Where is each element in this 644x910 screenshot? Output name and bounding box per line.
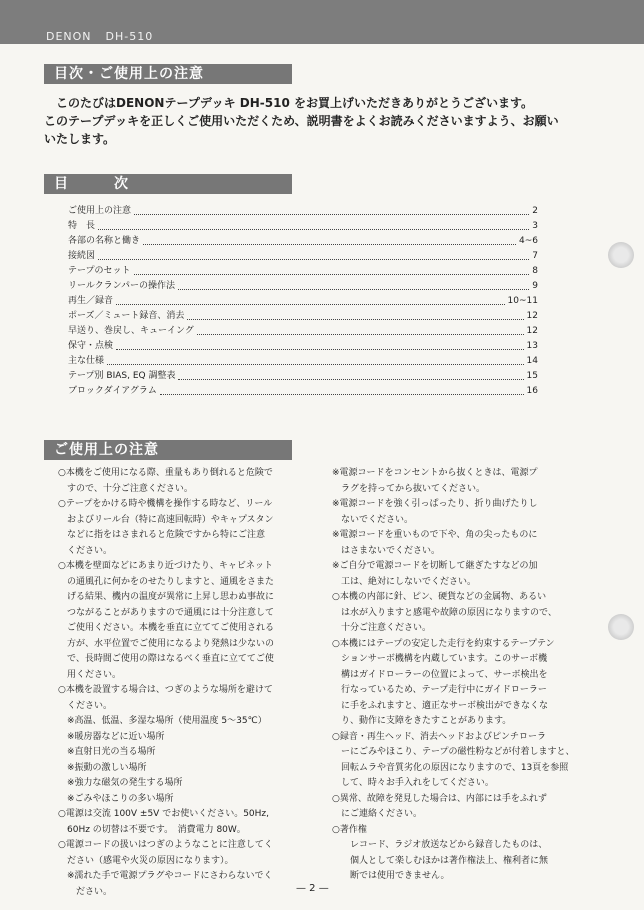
toc-entry — [68, 234, 538, 249]
toc-leader — [143, 234, 516, 245]
caution-line: げる結果、機内の温度が異常に上昇し思わぬ事故に — [58, 592, 275, 602]
caution-line: ○録音・再生ヘッド、消去ヘッドおよびピンチローラ — [332, 731, 547, 742]
toc-entry-page: 10~11 — [507, 296, 538, 306]
caution-line: およびリール台（特に高速回転時）やキャプスタン — [58, 514, 274, 525]
caution-line: 用ください。 — [58, 669, 122, 680]
caution-line: ○電源は交流 100V ±5V でお使いください。50Hz, — [58, 809, 269, 819]
toc-entry-page: 16 — [526, 386, 538, 396]
section-heading-toc: 目 次 — [44, 174, 292, 194]
toc-entry-title: リールクランパーの操作法 — [68, 281, 176, 291]
table-of-contents — [68, 204, 538, 399]
toc-entry-title: ポーズ／ミュート録音、消去 — [68, 311, 185, 321]
toc-entry-title: ブロックダイアグラム — [68, 386, 157, 396]
caution-line: レコード、ラジオ放送などから録音したものは、 — [332, 840, 548, 850]
toc-entry-title: 各部の名称と働き — [68, 236, 141, 246]
caution-line: ○本機の内部に針、ピン、硬貨などの金属物、あるい — [332, 592, 547, 602]
caution-line: ※振動の激しい場所 — [58, 762, 147, 773]
toc-entry-page: 8 — [532, 266, 538, 276]
brand-name: DENON — [46, 30, 92, 43]
toc-entry-page: 7 — [532, 251, 538, 261]
caution-line: 断では使用できません。 — [332, 871, 450, 881]
caution-column-right — [332, 466, 588, 885]
toc-entry-page: 2 — [532, 206, 538, 216]
toc-entry — [68, 354, 538, 369]
intro-text — [44, 94, 584, 148]
toc-entry — [68, 384, 538, 399]
caution-line: ○本機を設置する場合は、つぎのような場所を避けて — [58, 685, 273, 695]
header-brand — [46, 30, 167, 43]
caution-line: などに指をはさまれると危険ですから特にご注意 — [58, 530, 266, 540]
caution-line: り、動作に支障をきたすことがあります。 — [332, 716, 512, 726]
caution-line: ○テープをかける時や機構を操作する時など、リール — [58, 499, 273, 509]
caution-line: 十分ご注意ください。 — [332, 623, 432, 633]
toc-entry — [68, 339, 538, 354]
caution-line: ※電源コードを強く引っぱったり、折り曲げたりし — [332, 499, 538, 509]
toc-entry — [68, 249, 538, 264]
caution-line: ください。 — [58, 545, 113, 556]
caution-line: にご連絡ください。 — [332, 809, 423, 819]
caution-line: 行なっているため、テープ走行中にガイドローラー — [332, 685, 547, 695]
caution-line: ※ご自分で電源コードを切断して継ぎたすなどの加 — [332, 561, 538, 571]
caution-line: ※ごみやほこりの多い場所 — [58, 793, 174, 804]
binding-hole-mark — [608, 614, 634, 640]
caution-line: ださい（感電や火災の原因になります）。 — [58, 855, 234, 866]
caution-line: ※強力な磁気の発生する場所 — [58, 778, 183, 788]
toc-leader — [98, 249, 529, 260]
toc-entry-title: 特 長 — [68, 221, 96, 231]
caution-line: ください。 — [58, 700, 113, 711]
caution-line: ※濡れた手で電源プラグやコードにさわらないでく — [58, 871, 273, 881]
toc-leader — [116, 294, 505, 305]
toc-entry-title: 早送り、巻戻し、キューイング — [68, 326, 194, 336]
toc-entry-page: 3 — [532, 221, 538, 231]
toc-leader — [160, 384, 524, 395]
toc-entry — [68, 324, 538, 339]
caution-line: ださい。 — [58, 886, 113, 897]
toc-entry-page: 15 — [526, 371, 538, 381]
caution-line: ションサーボ機構を内蔵しています。このサーボ機 — [332, 654, 548, 664]
caution-line: 回転ムラや音質劣化の原因になりますので、13頁を参照 — [332, 762, 569, 773]
toc-leader — [197, 324, 524, 335]
caution-line: の通風孔に何かをのせたりしますと、通風をさまた — [58, 576, 275, 587]
caution-line: ○本機にはテープの安定した走行を約束するテープテン — [332, 638, 555, 649]
section-heading-caution: ご使用上の注意 — [44, 440, 292, 460]
caution-line: 工は、絶対にしないでください。 — [332, 576, 477, 587]
toc-entry — [68, 369, 538, 384]
toc-entry-title: 主な仕様 — [68, 356, 105, 366]
toc-entry-title: 再生／録音 — [68, 296, 114, 306]
caution-line: ○著作権 — [332, 824, 367, 835]
caution-line: ご使用ください。本機を垂直に立ててご使用される — [58, 623, 275, 633]
caution-line: に手をふれますと、適正なサーボ検出ができなくな — [332, 700, 549, 711]
caution-line: 60Hz の切替は不要です。 消費電力 80W。 — [58, 824, 246, 835]
caution-line: ○本機を壁面などにあまり近づけたり、キャビネット — [58, 561, 273, 571]
header-bar — [0, 0, 644, 44]
toc-entry-page: 4~6 — [519, 236, 538, 246]
toc-leader — [134, 204, 529, 215]
toc-leader — [107, 354, 524, 365]
caution-line: 方が、水平位置でご使用になるより発熱は少ないの — [58, 638, 275, 649]
toc-entry-title: ご使用上の注意 — [68, 206, 132, 216]
intro-line: このたびはDENONテープデッキ DH-510 をお買上げいただきありがとうございます。 — [56, 96, 534, 110]
caution-line: ※高温、低温、多湿な場所（使用温度 5～35℃） — [58, 716, 267, 726]
toc-leader — [134, 264, 530, 275]
toc-leader — [178, 279, 529, 290]
caution-line: 構はガイドローラーの位置によって、サーボ検出を — [332, 669, 548, 680]
intro-line: いたします。 — [44, 132, 116, 146]
page-number: — 2 — — [296, 883, 329, 894]
caution-line: ラグを持ってから抜いてください。 — [332, 483, 486, 494]
caution-line: して、時々お手入れをしてください。 — [332, 778, 494, 788]
toc-leader — [116, 339, 524, 350]
intro-line: このテープデッキを正しくご使用いただくため、説明書をよくお読みくださいますよう、お願い — [44, 114, 559, 128]
section-heading-intro: 目次・ご使用上の注意 — [44, 64, 292, 84]
caution-column-left — [58, 466, 308, 900]
caution-line: ○本機をご使用になる際、重量もあり倒れると危険で — [58, 468, 273, 478]
toc-entry — [68, 279, 538, 294]
caution-line: はさまないでください。 — [332, 545, 441, 556]
toc-entry — [68, 219, 538, 234]
toc-leader — [178, 369, 523, 380]
toc-entry-page: 12 — [526, 311, 538, 321]
toc-entry-title: 保守・点検 — [68, 341, 114, 351]
model-name: DH-510 — [105, 30, 154, 43]
caution-line: は水が入りますと感電や故障の原因になりますので、 — [332, 607, 557, 618]
toc-leader — [187, 309, 523, 320]
toc-entry-title: テープのセット — [68, 266, 131, 276]
toc-entry — [68, 264, 538, 279]
caution-line: 個人として楽しむほかは著作権法上、権利者に無 — [332, 855, 549, 866]
caution-line: すので、十分ご注意ください。 — [58, 483, 193, 494]
toc-entry — [68, 294, 538, 309]
caution-line: ※直射日光の当る場所 — [58, 747, 156, 757]
toc-entry-page: 9 — [532, 281, 538, 291]
caution-line: ーにごみやほこり、テープの磁性粉などが付着しますと、 — [332, 747, 575, 757]
caution-line: ○異常、故障を発見した場合は、内部には手をふれず — [332, 793, 547, 804]
caution-line: で、長時間ご使用の際はなるべく垂直に立ててご使 — [58, 654, 274, 664]
toc-entry-title: テープ別 BIAS, EQ 調整表 — [68, 371, 176, 381]
binding-hole-mark — [608, 242, 634, 268]
caution-line: ※電源コードをコンセントから抜くときは、電源プ — [332, 468, 538, 478]
caution-line: ないでください。 — [332, 514, 414, 525]
toc-entry-title: 接続図 — [68, 251, 96, 261]
toc-leader — [98, 219, 529, 230]
caution-line: つながることがありますので通風には十分注意して — [58, 607, 275, 618]
toc-entry — [68, 204, 538, 219]
toc-entry-page: 14 — [526, 356, 538, 366]
toc-entry-page: 13 — [526, 341, 538, 351]
caution-line: ○電源コードの扱いはつぎのようなことに注意してく — [58, 840, 273, 850]
caution-line: ※暖房器などに近い場所 — [58, 731, 165, 742]
caution-line: ※電源コードを重いもので下や、角の尖ったものに — [332, 530, 538, 540]
toc-entry — [68, 309, 538, 324]
toc-entry-page: 12 — [526, 326, 538, 336]
